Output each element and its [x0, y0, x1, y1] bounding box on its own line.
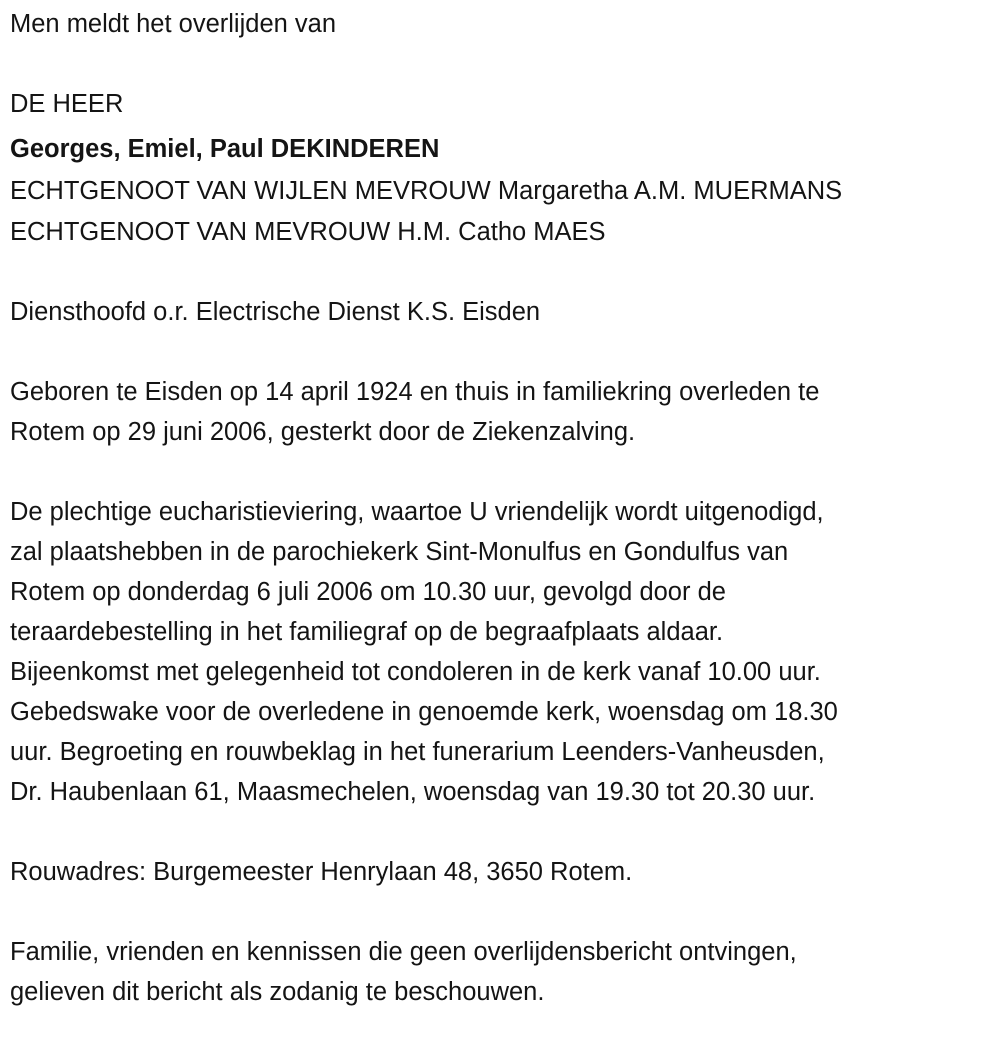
title-text: DE HEER	[10, 90, 124, 118]
birth-death-line: Rotem op 29 juni 2006, gesterkt door de Ziekenzalving.	[10, 418, 636, 446]
address-text: Rouwadres: Burgemeester Henrylaan 48, 3650 Rotem.	[10, 858, 633, 886]
closing-line: gelieven dit bericht als zodanig te beschouwen.	[10, 978, 545, 1006]
deceased-name: Georges, Emiel, Paul DEKINDEREN	[10, 135, 440, 163]
ceremony-line: De plechtige eucharistieviering, waartoe U vriendelijk wordt uitgenodigd,	[10, 498, 824, 526]
ceremony-line: Bijeenkomst met gelegenheid tot condoleren in de kerk vanaf 10.00 uur.	[10, 658, 821, 686]
ceremony-line: Dr. Haubenlaan 61, Maasmechelen, woensdag van 19.30 tot 20.30 uur.	[10, 778, 816, 806]
intro-text: Men meldt het overlijden van	[10, 10, 337, 38]
ceremony-line: Rotem op donderdag 6 juli 2006 om 10.30 uur, gevolgd door de	[10, 578, 726, 606]
death-notice	[10, 4, 1000, 1012]
ceremony-line: Gebedswake voor de overledene in genoemde kerk, woensdag om 18.30	[10, 698, 838, 726]
spouse-line: ECHTGENOOT VAN WIJLEN MEVROUW Margaretha A.M. MUERMANS	[10, 177, 843, 205]
occupation-text: Diensthoofd o.r. Electrische Dienst K.S. Eisden	[10, 298, 541, 326]
spouse-line: ECHTGENOOT VAN MEVROUW H.M. Catho MAES	[10, 218, 606, 246]
ceremony-line: zal plaatshebben in de parochiekerk Sint-Monulfus en Gondulfus van	[10, 538, 789, 566]
ceremony-line: teraardebestelling in het familiegraf op de begraafplaats aldaar.	[10, 618, 724, 646]
ceremony-line: uur. Begroeting en rouwbeklag in het funerarium Leenders-Vanheusden,	[10, 738, 825, 766]
birth-death-line: Geboren te Eisden op 14 april 1924 en thuis in familiekring overleden te	[10, 378, 820, 406]
closing-line: Familie, vrienden en kennissen die geen overlijdensbericht ontvingen,	[10, 938, 797, 966]
